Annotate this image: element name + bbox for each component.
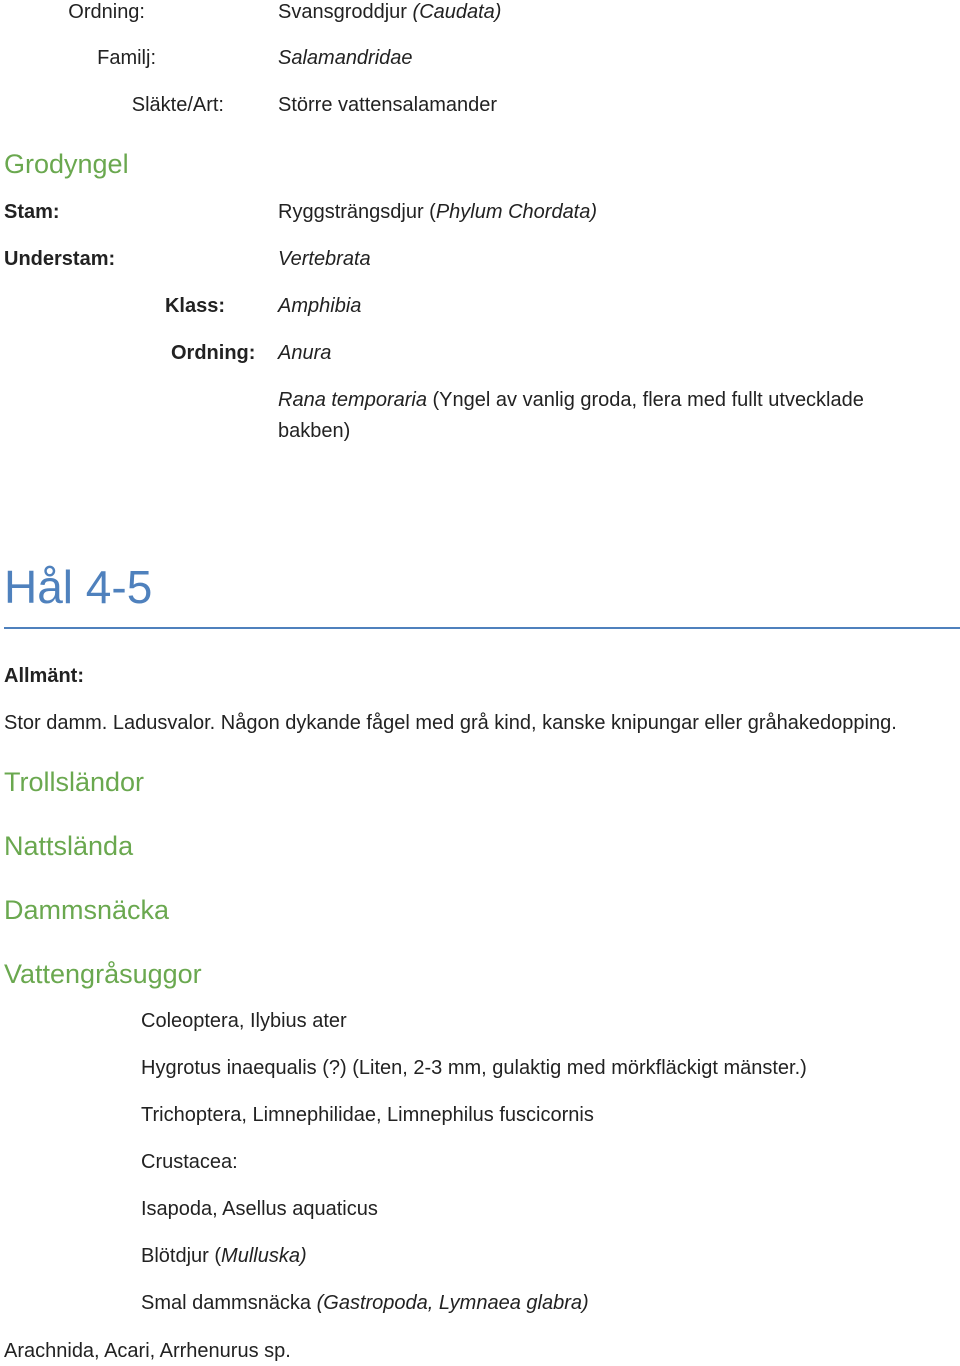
general-text: Stor damm. Ladusvalor. Någon dykande fågel med grå kind, kanske knipungar eller gråhakedopping.: [4, 712, 897, 734]
list-item-italic: (Gastropoda, Lymnaea glabra): [316, 1292, 589, 1314]
list-item-plain: Blötdjur (: [141, 1245, 222, 1267]
heading-trollslandor: Trollsländor: [4, 767, 145, 797]
understam-value: Vertebrata: [278, 248, 371, 270]
slakte-art-value: Större vattensalamander: [278, 94, 498, 116]
species-line-1: [278, 388, 864, 412]
list-item: Trichoptera, Limnephilidae, Limnephilus fuscicornis: [141, 1104, 594, 1126]
klass-value: Amphibia: [278, 295, 362, 317]
list-item: [141, 1291, 589, 1315]
understam-label: Understam:: [4, 248, 116, 270]
section-rule: [4, 627, 960, 629]
heading-vattengrasuggor: Vattengråsuggor: [4, 959, 202, 989]
ordning-value-italic: (Caudata): [412, 1, 502, 23]
species-italic: Rana temporaria: [278, 389, 427, 411]
list-item-last: Arachnida, Acari, Arrhenurus sp.: [4, 1340, 291, 1362]
slakte-art-label: Släkte/Art:: [131, 94, 224, 116]
stam-label: Stam:: [4, 201, 60, 223]
familj-value: Salamandridae: [278, 47, 413, 69]
heading-nattslanda: Nattslända: [4, 831, 134, 861]
stam-value-italic: Phylum Chordata): [435, 201, 598, 223]
grodyngel-ordning-label: Ordning:: [171, 342, 256, 364]
list-item: [141, 1244, 307, 1268]
species-plain: (Yngel av vanlig groda, flera med fullt utvecklade: [426, 389, 864, 411]
section-title: Hål 4-5: [4, 561, 153, 613]
list-item-italic: Mulluska): [221, 1245, 307, 1267]
general-label: Allmänt:: [4, 665, 84, 687]
list-item-plain: Smal dammsnäcka: [141, 1292, 317, 1314]
familj-label: Familj:: [97, 47, 156, 69]
klass-label: Klass:: [164, 295, 225, 317]
list-item: Crustacea:: [141, 1151, 238, 1173]
ordning-label: Ordning:: [68, 1, 145, 23]
stam-value-plain: Ryggsträngsdjur (: [278, 201, 436, 223]
grodyngel-heading: Grodyngel: [4, 149, 129, 179]
list-item: Isapoda, Asellus aquaticus: [141, 1198, 378, 1220]
stam-value: [278, 200, 597, 224]
list-item: Coleoptera, Ilybius ater: [141, 1010, 347, 1032]
ordning-value: [278, 0, 501, 24]
species-line-2: bakben): [278, 420, 351, 442]
ordning-value-plain: Svansgroddjur: [278, 1, 413, 23]
list-item: Hygrotus inaequalis (?) (Liten, 2-3 mm, gulaktig med mörkfläckigt mänster.): [141, 1057, 807, 1079]
grodyngel-ordning-value: Anura: [278, 342, 332, 364]
heading-dammsnacka: Dammsnäcka: [4, 895, 170, 925]
